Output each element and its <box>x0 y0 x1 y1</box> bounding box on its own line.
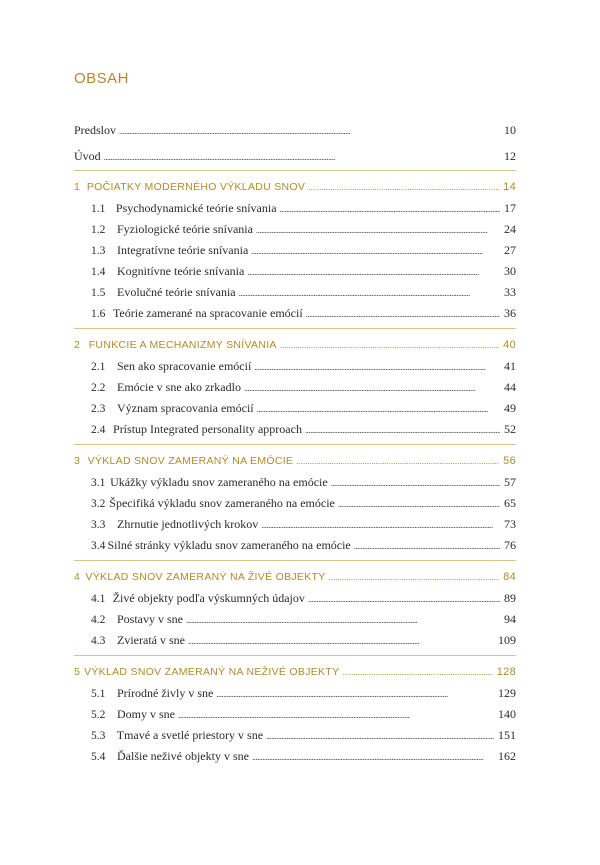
dot-leader <box>239 285 500 301</box>
dot-leader <box>338 496 500 512</box>
toc-entry-1-1[interactable] <box>74 200 516 216</box>
entry-page: 49 <box>504 401 516 415</box>
section-number: 1.5 <box>91 287 106 299</box>
dot-leader <box>247 264 500 280</box>
entry-page: 57 <box>504 475 516 489</box>
dot-leader <box>296 453 499 469</box>
entry-text: Teórie zamerané na spracovanie emócií <box>112 306 303 320</box>
chapter-number: 3 <box>74 455 81 467</box>
section-number: 1.1 <box>91 203 106 215</box>
entry-page: 129 <box>498 686 516 700</box>
entry-text: Zvieratá v sne <box>117 633 185 647</box>
section-number: 2.4 <box>91 424 106 436</box>
entry-text: Ukážky výkladu snov zameraného na emócie <box>110 475 328 489</box>
section-number: 1.2 <box>91 224 106 236</box>
section-number: 3.3 <box>91 519 106 531</box>
entry-text: Evolučné teórie snívania <box>117 285 236 299</box>
chapter-title: VÝKLAD SNOV ZAMERANÝ NA EMÓCIE <box>87 455 294 467</box>
dot-leader <box>251 243 500 259</box>
entry-page: 33 <box>504 285 516 299</box>
section-number: 5.2 <box>91 709 106 721</box>
entry-page: 30 <box>504 264 516 278</box>
entry-text: Sen ako spracovanie emócií <box>117 359 252 373</box>
section-number: 2.3 <box>91 403 106 415</box>
toc-entry-1-4[interactable] <box>74 263 516 279</box>
entry-page: 151 <box>498 728 516 742</box>
section-number: 1.4 <box>91 266 106 278</box>
chapter-page: 14 <box>503 181 516 193</box>
entry-text: Ďalšie neživé objekty v sne <box>117 749 249 763</box>
entry-page: 36 <box>504 306 516 320</box>
entry-page: 52 <box>504 422 516 436</box>
dot-leader <box>254 359 500 375</box>
chapter-title: VÝKLAD SNOV ZAMERANÝ NA NEŽIVÉ OBJEKTY <box>84 666 340 678</box>
entry-text: Živé objekty podľa výskumných údajov <box>112 591 305 605</box>
chapter-number: 1 <box>74 181 81 193</box>
toc-entry-5-1[interactable] <box>74 685 516 701</box>
toc-entry-2-4[interactable] <box>74 421 516 437</box>
dot-leader <box>244 380 500 396</box>
section-number: 3.1 <box>91 477 106 489</box>
section-number: 4.2 <box>91 614 106 626</box>
entry-text: Tmavé a svetlé priestory v sne <box>116 728 264 742</box>
section-number: 1.3 <box>91 245 106 257</box>
dot-leader <box>256 222 500 238</box>
toc-entry-2-1[interactable] <box>74 358 516 374</box>
section-number: 2.2 <box>91 382 106 394</box>
toc-entry-1-3[interactable] <box>74 242 516 258</box>
dot-leader <box>306 306 500 322</box>
dot-leader <box>308 179 499 195</box>
entry-page: 10 <box>504 123 516 137</box>
entry-text: Fyziologické teórie snívania <box>117 222 253 236</box>
dot-leader <box>331 475 500 491</box>
toc-entry-1-2[interactable] <box>74 221 516 237</box>
chapter-page: 40 <box>503 339 516 351</box>
toc-entry-4-2[interactable] <box>74 611 516 627</box>
entry-text: Význam spracovania emócií <box>117 401 254 415</box>
toc-entry-5-4[interactable] <box>74 748 516 764</box>
section-number: 4.1 <box>91 593 106 605</box>
toc-entry-5-3[interactable] <box>74 727 516 743</box>
entry-page: 17 <box>504 201 516 215</box>
dot-leader <box>261 517 500 533</box>
chapter-4-heading[interactable] <box>74 569 516 585</box>
dot-leader <box>354 538 500 554</box>
toc-entry-uvod[interactable] <box>74 148 516 164</box>
toc-entry-3-4[interactable] <box>74 537 516 553</box>
entry-page: 41 <box>504 359 516 373</box>
dot-leader <box>186 612 500 628</box>
dot-leader <box>252 749 494 765</box>
dot-leader <box>280 337 499 353</box>
dot-leader <box>342 664 492 680</box>
chapter-title: FUNKCIE A MECHANIZMY SNÍVANIA <box>88 339 277 351</box>
divider <box>74 170 516 171</box>
chapter-1-heading[interactable] <box>74 179 516 195</box>
chapter-3-heading[interactable] <box>74 453 516 469</box>
entry-text: Postavy v sne <box>117 612 183 626</box>
entry-page: 12 <box>504 149 516 163</box>
entry-text: Úvod <box>74 149 101 163</box>
entry-text: Domy v sne <box>117 707 175 721</box>
dot-leader <box>305 422 500 438</box>
toc-entry-4-3[interactable] <box>74 632 516 648</box>
entry-text: Kognitívne teórie snívania <box>117 264 245 278</box>
entry-page: 44 <box>504 380 516 394</box>
dot-leader <box>266 728 494 744</box>
page-title: OBSAH <box>74 70 130 87</box>
chapter-page: 128 <box>496 666 516 678</box>
section-number: 1.6 <box>91 308 106 320</box>
chapter-page: 56 <box>503 455 516 467</box>
chapter-5-heading[interactable] <box>74 664 516 680</box>
toc-entry-1-5[interactable] <box>74 284 516 300</box>
entry-page: 109 <box>498 633 516 647</box>
chapter-2-heading[interactable] <box>74 337 516 353</box>
chapter-number: 5 <box>74 666 81 678</box>
toc-entry-4-1[interactable] <box>74 590 516 606</box>
dot-leader <box>188 633 494 649</box>
dot-leader <box>178 707 494 723</box>
toc-entry-predslov[interactable] <box>74 122 516 138</box>
section-number: 4.3 <box>91 635 106 647</box>
section-number: 5.4 <box>91 751 106 763</box>
entry-text: Špecifiká výkladu snov zameraného na emócie <box>109 496 335 510</box>
toc-entry-1-6[interactable] <box>74 305 516 321</box>
entry-text: Emócie v sne ako zrkadlo <box>117 380 241 394</box>
entry-page: 24 <box>504 222 516 236</box>
divider <box>74 444 516 445</box>
divider <box>74 655 516 656</box>
section-number: 5.3 <box>91 730 106 742</box>
entry-text: Psychodynamické teórie snívania <box>115 201 277 215</box>
dot-leader <box>119 123 500 139</box>
entry-text: Prírodné živly v sne <box>117 686 214 700</box>
entry-page: 27 <box>504 243 516 257</box>
entry-page: 89 <box>504 591 516 605</box>
dot-leader <box>216 686 494 702</box>
chapter-title: VÝKLAD SNOV ZAMERANÝ NA ŽIVÉ OBJEKTY <box>85 571 326 583</box>
divider <box>74 560 516 561</box>
entry-text: Silné stránky výkladu snov zameraného na emócie <box>107 538 351 552</box>
dot-leader <box>308 591 500 607</box>
toc-entry-2-2[interactable] <box>74 379 516 395</box>
section-number: 5.1 <box>91 688 106 700</box>
entry-text: Prístup Integrated personality approach <box>113 422 302 436</box>
entry-page: 162 <box>498 749 516 763</box>
entry-page: 94 <box>504 612 516 626</box>
chapter-number: 2 <box>74 339 81 351</box>
dot-leader <box>280 201 500 217</box>
dot-leader <box>329 569 500 585</box>
entry-page: 73 <box>504 517 516 531</box>
entry-page: 76 <box>504 538 516 552</box>
section-number: 3.2 <box>91 498 106 510</box>
toc-entry-3-3[interactable] <box>74 516 516 532</box>
entry-page: 65 <box>504 496 516 510</box>
section-number: 2.1 <box>91 361 106 373</box>
entry-text: Integratívne teórie snívania <box>117 243 249 257</box>
chapter-title: POČIATKY MODERNÉHO VÝKLADU SNOV <box>86 181 306 193</box>
entry-text: Zhrnutie jednotlivých krokov <box>117 517 259 531</box>
section-number: 3.4 <box>91 540 106 552</box>
entry-text: Predslov <box>74 123 116 137</box>
dot-leader <box>104 149 500 165</box>
toc-entry-3-2[interactable] <box>74 495 516 511</box>
toc-entry-3-1[interactable] <box>74 474 516 490</box>
dot-leader <box>257 401 500 417</box>
toc-entry-5-2[interactable] <box>74 706 516 722</box>
chapter-page: 84 <box>503 571 516 583</box>
chapter-number: 4 <box>74 571 81 583</box>
entry-page: 140 <box>498 707 516 721</box>
toc-entry-2-3[interactable] <box>74 400 516 416</box>
divider <box>74 328 516 329</box>
